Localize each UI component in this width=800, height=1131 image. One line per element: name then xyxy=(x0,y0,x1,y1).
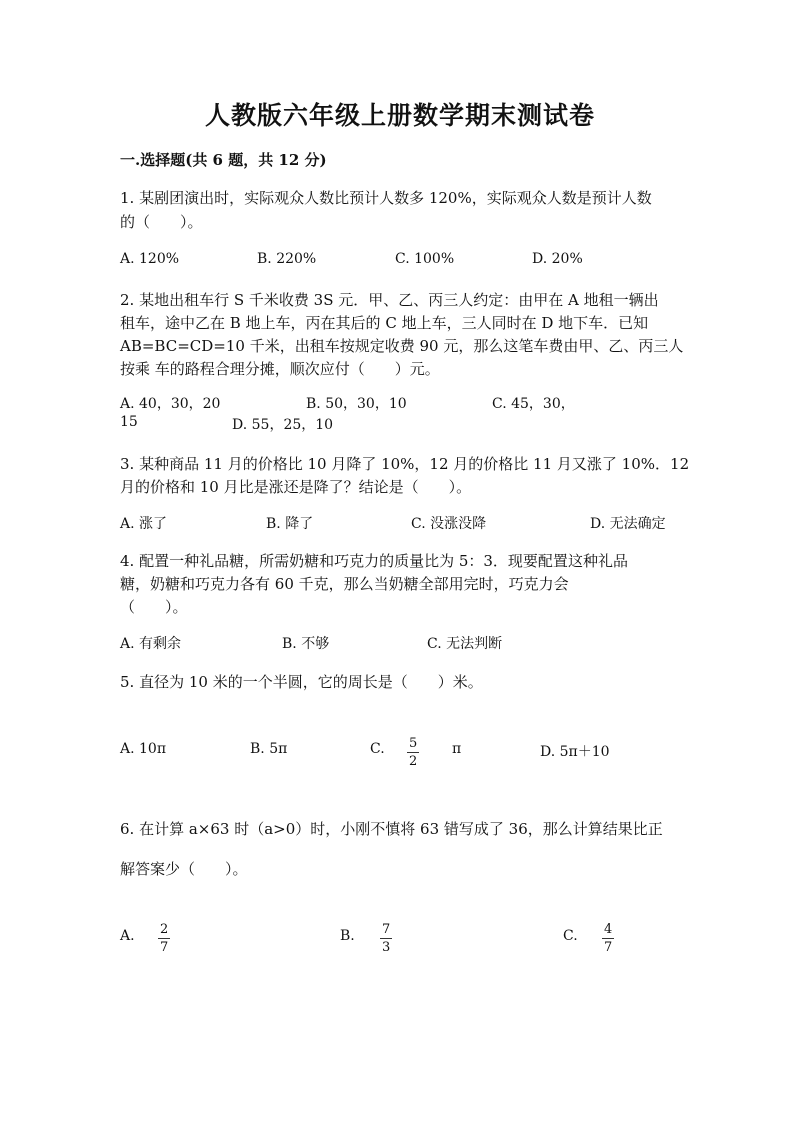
q6-text-line1: 6. 在计算 a×63 时（a>0）时，小刚不慎将 63 错写成了 36，那么计算结果比正 xyxy=(120,820,663,838)
q2-option-a[interactable]: A. 40，30，20 xyxy=(120,396,221,412)
q5-text-line1: 5. 直径为 10 米的一个半圆，它的周长是（ ）米。 xyxy=(120,673,483,691)
q1-option-c[interactable]: C. 100% xyxy=(395,251,455,267)
q2-text-line4: 按乘 车的路程合理分摊，顺次应付（ ）元。 xyxy=(120,360,440,378)
q4-option-c[interactable]: C. 无法判断 xyxy=(427,636,503,652)
q2-option-c-continued: 15 xyxy=(120,414,138,430)
q5-option-c-label[interactable]: C. xyxy=(370,741,385,757)
q2-text-line2: 租车，途中乙在 B 地上车，丙在其后的 C 地上车，三人同时在 D 地下车．已知 xyxy=(120,314,649,332)
q6-option-c-label[interactable]: C. xyxy=(563,928,578,944)
q4-text-line2: 糖，奶糖和巧克力各有 60 千克，那么当奶糖全部用完时，巧克力会 xyxy=(120,575,569,593)
q6-option-b-fraction xyxy=(380,921,392,956)
q4-option-b[interactable]: B. 不够 xyxy=(282,636,330,652)
fraction-denominator: 7 xyxy=(604,940,613,955)
q6-option-c-fraction xyxy=(602,921,614,956)
q1-text-line1: 1. 某剧团演出时，实际观众人数比预计人数多 120%，实际观众人数是预计人数 xyxy=(120,189,652,207)
fraction-denominator: 2 xyxy=(409,754,418,769)
fraction-numerator: 2 xyxy=(160,922,169,937)
fraction-numerator: 7 xyxy=(382,922,391,937)
q4-text-line1: 4. 配置一种礼品糖，所需奶糖和巧克力的质量比为 5：3．现要配置这种礼品 xyxy=(120,552,628,570)
q5-option-c-fraction xyxy=(407,735,419,770)
q3-option-d[interactable]: D. 无法确定 xyxy=(590,516,666,532)
q1-option-b[interactable]: B. 220% xyxy=(257,251,317,267)
q6-text-line2: 解答案少（ ）。 xyxy=(120,860,248,878)
q3-option-a[interactable]: A. 涨了 xyxy=(120,516,168,532)
q2-text-line1: 2. 某地出租车行 S 千米收费 3S 元．甲、乙、丙三人约定：由甲在 A 地租一辆出 xyxy=(120,291,659,309)
section-heading: 一.选择题(共 6 题，共 12 分) xyxy=(120,151,327,169)
q4-option-a[interactable]: A. 有剩余 xyxy=(120,636,182,652)
fraction-numerator: 5 xyxy=(409,736,418,751)
q5-option-d[interactable]: D. 5π＋10 xyxy=(540,744,610,760)
fraction-denominator: 3 xyxy=(382,940,391,955)
q3-option-c[interactable]: C. 没涨没降 xyxy=(411,516,487,532)
q2-text-line3: AB=BC=CD=10 千米，出租车按规定收费 90 元，那么这笔车费由甲、乙、丙三人 xyxy=(120,337,684,355)
q3-option-b[interactable]: B. 降了 xyxy=(266,516,314,532)
q2-option-b[interactable]: B. 50，30，10 xyxy=(306,396,407,412)
q2-option-d[interactable]: D. 55，25，10 xyxy=(232,417,334,433)
q1-option-d[interactable]: D. 20% xyxy=(532,251,583,267)
q5-option-c-suffix: π xyxy=(452,741,462,757)
q4-text-line3: （ ）。 xyxy=(120,598,188,616)
page-title: 人教版六年级上册数学期末测试卷 xyxy=(204,101,595,130)
q6-option-b-label[interactable]: B. xyxy=(340,928,355,944)
fraction-denominator: 7 xyxy=(160,940,169,955)
q6-option-a-fraction xyxy=(158,921,170,956)
q1-text-line2: 的（ ）。 xyxy=(120,213,203,231)
q2-option-c[interactable]: C. 45，30， xyxy=(492,396,575,412)
q6-option-a-label[interactable]: A. xyxy=(120,928,135,944)
q1-option-a[interactable]: A. 120% xyxy=(120,251,180,267)
q5-option-a[interactable]: A. 10π xyxy=(120,741,167,757)
fraction-numerator: 4 xyxy=(604,922,613,937)
q3-text-line1: 3. 某种商品 11 月的价格比 10 月降了 10%，12 月的价格比 11 月又涨了 10%．12 xyxy=(120,455,690,473)
q5-option-b[interactable]: B. 5π xyxy=(250,741,288,757)
q3-text-line2: 月的价格和 10 月比是涨还是降了？结论是（ ）。 xyxy=(120,478,472,496)
